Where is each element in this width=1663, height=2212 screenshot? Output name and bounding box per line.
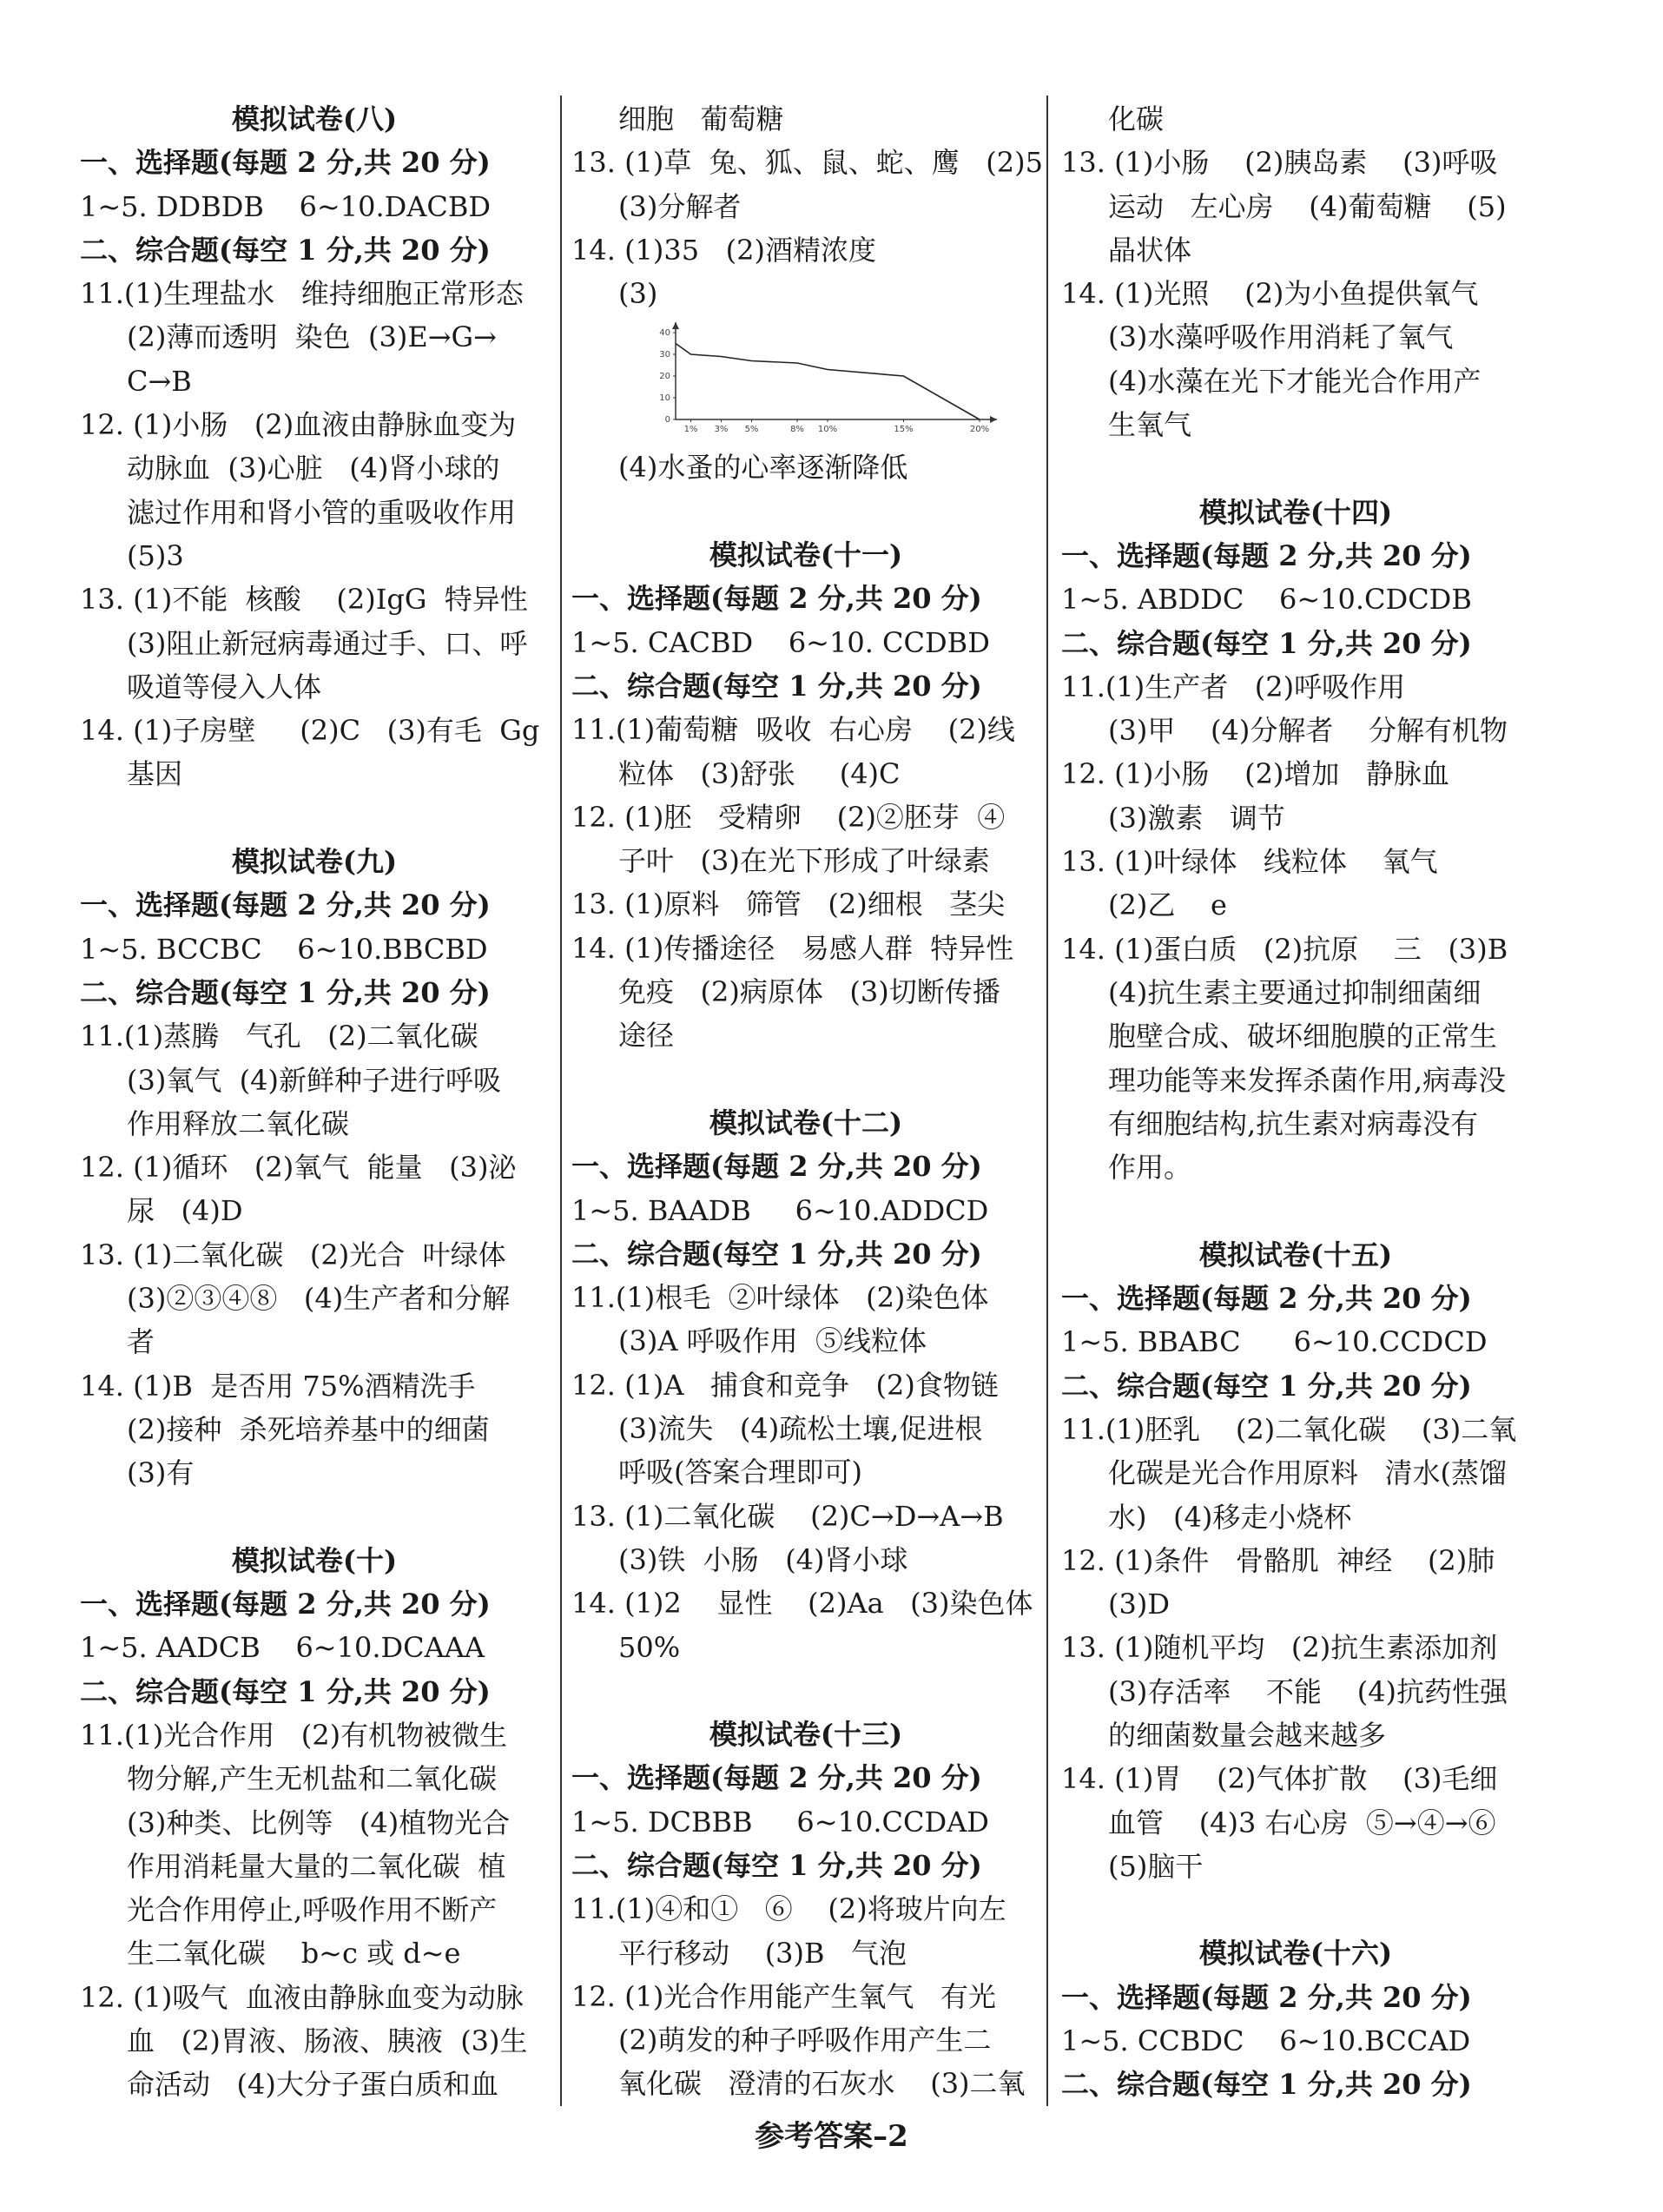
answer-line-continued: 动脉血 (3)心脏 (4)肾小球的 <box>127 452 500 485</box>
answer-line-continued: (2)薄而透明 染色 (3)E→G→ <box>127 320 497 354</box>
answer-line-continued: 化碳是光合作用原料 清水(蒸馏 <box>1108 1456 1508 1490</box>
answer-line-continued: 血 (2)胃液、肠液、胰液 (3)生 <box>127 2024 528 2058</box>
answer-line-continued: 的细菌数量会越来越多 <box>1108 1718 1387 1752</box>
answer-line: 11.(1)生产者 (2)呼吸作用 <box>1061 670 1406 703</box>
answer-line-continued: 50% <box>618 1630 681 1664</box>
answer-line-continued: 免疫 (2)病原体 (3)切断传播 <box>618 975 1000 1009</box>
answer-line-continued: 作用释放二氧化碳 <box>127 1106 350 1140</box>
answer-line-continued: 粒体 (3)舒张 (4)C <box>618 756 901 790</box>
answer-line-continued: 滤过作用和肾小管的重吸收作用 <box>127 495 517 529</box>
y-tick-label: 30 <box>659 350 670 360</box>
answer-line: 12. (1)条件 骨骼肌 神经 (2)肺 <box>1061 1543 1495 1577</box>
answer-chart <box>571 315 1058 446</box>
answer-line-continued: 作用消耗量大量的二氧化碳 植 <box>127 1849 506 1883</box>
answer-line: 1~5. DDBDB 6~10.DACBD <box>80 189 492 223</box>
section-heading: 二、综合题(每空 1 分,共 20 分) <box>1061 2068 1472 2102</box>
spacer <box>1061 1189 1548 1232</box>
section-heading: 二、综合题(每空 1 分,共 20 分) <box>1061 626 1472 660</box>
answer-line-continued: (2)萌发的种子呼吸作用产生二 <box>618 2024 992 2057</box>
answer-line-continued: 基因 <box>127 757 183 791</box>
answer-line: 12. (1)胚 受精卵 (2)②胚芽 ④ <box>571 800 1006 834</box>
answer-line-continued: 胞壁合成、破坏细胞膜的正常生 <box>1108 1020 1498 1053</box>
answer-line-continued: C→B <box>127 364 192 398</box>
answer-line-continued: 细胞 葡萄糖 <box>618 102 784 135</box>
exam-title: 模拟试卷(十二) <box>709 1106 903 1139</box>
spacer <box>571 1058 1058 1101</box>
answer-line-continued: (3) <box>618 277 658 311</box>
section-heading: 一、选择题(每题 2 分,共 20 分) <box>80 146 491 180</box>
page-footer: 参考答案–2 <box>755 2119 908 2154</box>
answer-line: 14. (1)35 (2)酒精浓度 <box>571 233 876 267</box>
section-heading: 二、综合题(每空 1 分,共 20 分) <box>80 233 491 267</box>
answer-line-continued: 物分解,产生无机盐和二氧化碳 <box>127 1762 498 1796</box>
answer-line-continued: 血管 (4)3 右心房 ⑤→④→⑥ <box>1108 1806 1496 1839</box>
section-heading: 一、选择题(每题 2 分,共 20 分) <box>571 1761 982 1795</box>
answer-line: 11.(1)胚乳 (2)二氧化碳 (3)二氧 <box>1061 1412 1517 1446</box>
answer-line: 12. (1)循环 (2)氧气 能量 (3)泌 <box>80 1151 517 1185</box>
answer-line-continued: (3)存活率 不能 (4)抗药性强 <box>1108 1674 1508 1708</box>
exam-title: 模拟试卷(八) <box>231 102 398 135</box>
answer-line-continued: 吸道等侵入人体 <box>127 670 322 703</box>
answer-line-continued: (3)D <box>1108 1588 1170 1621</box>
spacer <box>1061 446 1548 490</box>
answer-line-continued: (4)水蚤的心率逐渐降低 <box>618 451 908 485</box>
answer-line-continued: (3)甲 (4)分解者 分解有机物 <box>1108 714 1508 748</box>
answer-line: 13. (1)二氧化碳 (2)C→D→A→B <box>571 1499 1004 1533</box>
answer-line-continued: (3)分解者 <box>618 189 742 223</box>
answer-line-continued: (3)铁 小肠 (4)肾小球 <box>618 1542 908 1576</box>
answer-line-continued: (3)流失 (4)疏松土壤,促进根 <box>618 1412 983 1446</box>
answer-line: 1~5. ABDDC 6~10.CDCDB <box>1061 583 1472 617</box>
y-tick-label: 10 <box>659 393 670 404</box>
column-2 <box>571 97 1058 2106</box>
answer-line-continued: (3)种类、比例等 (4)植物光合 <box>127 1806 511 1839</box>
exam-title: 模拟试卷(十三) <box>709 1718 903 1752</box>
answer-line: 13. (1)不能 核酸 (2)IgG 特异性 <box>80 583 528 617</box>
answer-line-continued: 有细胞结构,抗生素对病毒没有 <box>1108 1106 1479 1140</box>
answer-line-continued: 水) (4)移走小烧杯 <box>1108 1500 1352 1534</box>
answer-line: 11.(1)光合作用 (2)有机物被微生 <box>80 1718 508 1752</box>
answer-line: 11.(1)蒸腾 气孔 (2)二氧化碳 <box>80 1020 478 1053</box>
answer-line: 12. (1)光合作用能产生氧气 有光 <box>571 1979 996 2013</box>
answer-line: 13. (1)随机平均 (2)抗生素添加剂 <box>1061 1631 1498 1665</box>
y-axis-arrow <box>672 322 679 329</box>
column-3 <box>1061 97 1548 2107</box>
section-heading: 一、选择题(每题 2 分,共 20 分) <box>80 1588 491 1621</box>
answer-line: 13. (1)叶绿体 线粒体 氧气 <box>1061 845 1438 879</box>
answer-line-continued: 命活动 (4)大分子蛋白质和血 <box>127 2068 498 2102</box>
x-tick-label: 10% <box>817 425 838 435</box>
answer-line-continued: 者 <box>127 1325 155 1359</box>
answer-line-continued: 作用。 <box>1108 1151 1192 1185</box>
answer-line: 13. (1)草 兔、狐、鼠、蛇、鹰 (2)5 <box>571 146 1043 180</box>
answer-line-continued: 光合作用停止,呼吸作用不断产 <box>127 1893 498 1927</box>
answer-line: 14. (1)蛋白质 (2)抗原 三 (3)B <box>1061 932 1508 966</box>
answer-line-continued: (4)抗生素主要通过抑制细菌细 <box>1108 975 1482 1009</box>
answer-line-continued: 呼吸(答案合理即可) <box>618 1456 862 1489</box>
exam-title: 模拟试卷(十) <box>231 1543 398 1577</box>
section-heading: 一、选择题(每题 2 分,共 20 分) <box>1061 1980 1472 2014</box>
column-1 <box>80 97 566 2107</box>
answer-line-continued: (3)激素 调节 <box>1108 801 1285 835</box>
exam-title: 模拟试卷(十四) <box>1198 495 1393 529</box>
x-axis-arrow <box>990 416 997 423</box>
section-heading: 一、选择题(每题 2 分,共 20 分) <box>80 888 491 922</box>
answer-line-continued: (3)氧气 (4)新鲜种子进行呼吸 <box>127 1063 502 1097</box>
exam-title: 模拟试卷(十一) <box>709 538 903 572</box>
x-tick-label: 20% <box>969 425 990 435</box>
answer-line-continued: (3)有 <box>127 1456 195 1490</box>
answer-line: 13. (1)小肠 (2)胰岛素 (3)呼吸 <box>1061 146 1498 180</box>
answer-line: 14. (1)2 显性 (2)Aa (3)染色体 <box>571 1587 1033 1621</box>
answer-line: 1~5. BBABC 6~10.CCDCD <box>1061 1325 1488 1359</box>
answer-line-continued: 生氧气 <box>1108 408 1192 442</box>
x-tick-label: 15% <box>894 425 914 435</box>
answer-line: 14. (1)光照 (2)为小鱼提供氧气 <box>1061 277 1479 311</box>
answer-line-continued: 氧化碳 澄清的石灰水 (3)二氧 <box>618 2067 1026 2101</box>
answer-line: 1~5. BAADB 6~10.ADDCD <box>571 1193 989 1227</box>
answer-line-continued: 平行移动 (3)B 气泡 <box>618 1936 907 1970</box>
exam-title: 模拟试卷(十五) <box>1198 1238 1393 1271</box>
answer-line-continued: (3)阻止新冠病毒通过手、口、呼 <box>127 626 528 660</box>
answer-line: 11.(1)④和① ⑥ (2)将玻片向左 <box>571 1892 1006 1926</box>
spacer <box>80 1496 566 1539</box>
answer-line-continued: 尿 (4)D <box>127 1194 243 1228</box>
answer-line: 12. (1)吸气 血液由静脉血变为动脉 <box>80 1980 524 2014</box>
section-heading: 二、综合题(每空 1 分,共 20 分) <box>80 1674 491 1708</box>
answer-line: 13. (1)原料 筛管 (2)细根 茎尖 <box>571 888 1006 921</box>
x-tick-label: 5% <box>744 425 759 435</box>
answer-line: 14. (1)传播途径 易感人群 特异性 <box>571 931 1014 965</box>
section-heading: 二、综合题(每空 1 分,共 20 分) <box>1061 1369 1472 1403</box>
answer-line-continued: (4)水藻在光下才能光合作用产 <box>1108 364 1482 398</box>
answer-line: 1~5. CCBDC 6~10.BCCAD <box>1061 2024 1471 2058</box>
section-heading: 二、综合题(每空 1 分,共 20 分) <box>571 669 982 703</box>
answer-line-continued: 化碳 <box>1108 102 1165 135</box>
y-tick-label: 20 <box>659 372 670 382</box>
section-heading: 二、综合题(每空 1 分,共 20 分) <box>80 975 491 1009</box>
answer-line: 14. (1)子房壁 (2)C (3)有毛 Gg <box>80 714 540 748</box>
spacer <box>571 1669 1058 1713</box>
answer-line-continued: (5)3 <box>127 538 184 572</box>
answer-line: 12. (1)A 捕食和竞争 (2)食物链 <box>571 1368 999 1402</box>
answer-line-continued: 生二氧化碳 b~c 或 d~e <box>127 1937 461 1971</box>
answer-line-continued: (2)接种 杀死培养基中的细菌 <box>127 1412 490 1446</box>
answer-line: 11.(1)根毛 ②叶绿体 (2)染色体 <box>571 1281 989 1315</box>
answer-line: 1~5. DCBBB 6~10.CCDAD <box>571 1805 989 1839</box>
exam-title: 模拟试卷(九) <box>231 845 398 879</box>
answer-line: 11.(1)葡萄糖 吸收 右心房 (2)线 <box>571 713 1015 747</box>
answer-line: 1~5. AADCB 6~10.DCAAA <box>80 1631 485 1665</box>
y-tick-label: 40 <box>659 328 670 339</box>
answer-line: 14. (1)胃 (2)气体扩散 (3)毛细 <box>1061 1762 1498 1796</box>
answer-line-continued: (3)A 呼吸作用 ⑤线粒体 <box>618 1324 927 1358</box>
answer-line: 12. (1)小肠 (2)血液由静脉血变为 <box>80 408 517 442</box>
y-tick-label: 0 <box>664 415 670 426</box>
answer-line-continued: 晶状体 <box>1108 233 1192 267</box>
x-tick-label: 1% <box>683 425 698 435</box>
answer-line-continued: (3)水藻呼吸作用消耗了氧气 <box>1108 320 1454 354</box>
section-heading: 二、综合题(每空 1 分,共 20 分) <box>571 1848 982 1882</box>
x-tick-label: 8% <box>790 425 804 435</box>
section-heading: 一、选择题(每题 2 分,共 20 分) <box>1061 1282 1472 1316</box>
answer-line: 12. (1)小肠 (2)增加 静脉血 <box>1061 757 1449 791</box>
heart-rate-chart <box>641 315 1006 446</box>
answer-line-continued: 子叶 (3)在光下形成了叶绿素 <box>618 844 990 878</box>
spacer <box>1061 1888 1548 1931</box>
section-heading: 一、选择题(每题 2 分,共 20 分) <box>571 582 982 616</box>
section-heading: 一、选择题(每题 2 分,共 20 分) <box>1061 538 1472 572</box>
answer-line-continued: (5)脑干 <box>1108 1849 1204 1883</box>
answer-line: 14. (1)B 是否用 75%酒精洗手 <box>80 1369 476 1403</box>
answer-line-continued: (2)乙 e <box>1108 888 1227 922</box>
spacer <box>571 490 1058 533</box>
answer-line-continued: (3)②③④⑧ (4)生产者和分解 <box>127 1282 511 1316</box>
answer-line-continued: 理功能等来发挥杀菌作用,病毒没 <box>1108 1063 1507 1097</box>
answer-line: 1~5. CACBD 6~10. CCDBD <box>571 625 990 659</box>
spacer <box>80 796 566 840</box>
x-tick-label: 3% <box>714 425 729 435</box>
answer-line: 1~5. BCCBC 6~10.BBCBD <box>80 932 488 966</box>
answer-line-continued: 途径 <box>618 1019 675 1053</box>
section-heading: 一、选择题(每题 2 分,共 20 分) <box>571 1150 982 1184</box>
answer-line: 11.(1)生理盐水 维持细胞正常形态 <box>80 277 524 311</box>
answer-line: 13. (1)二氧化碳 (2)光合 叶绿体 <box>80 1238 506 1271</box>
answer-line-continued: 运动 左心房 (4)葡萄糖 (5) <box>1108 189 1507 223</box>
section-heading: 二、综合题(每空 1 分,共 20 分) <box>571 1237 982 1271</box>
series-line <box>676 344 980 420</box>
exam-title: 模拟试卷(十六) <box>1198 1937 1393 1971</box>
